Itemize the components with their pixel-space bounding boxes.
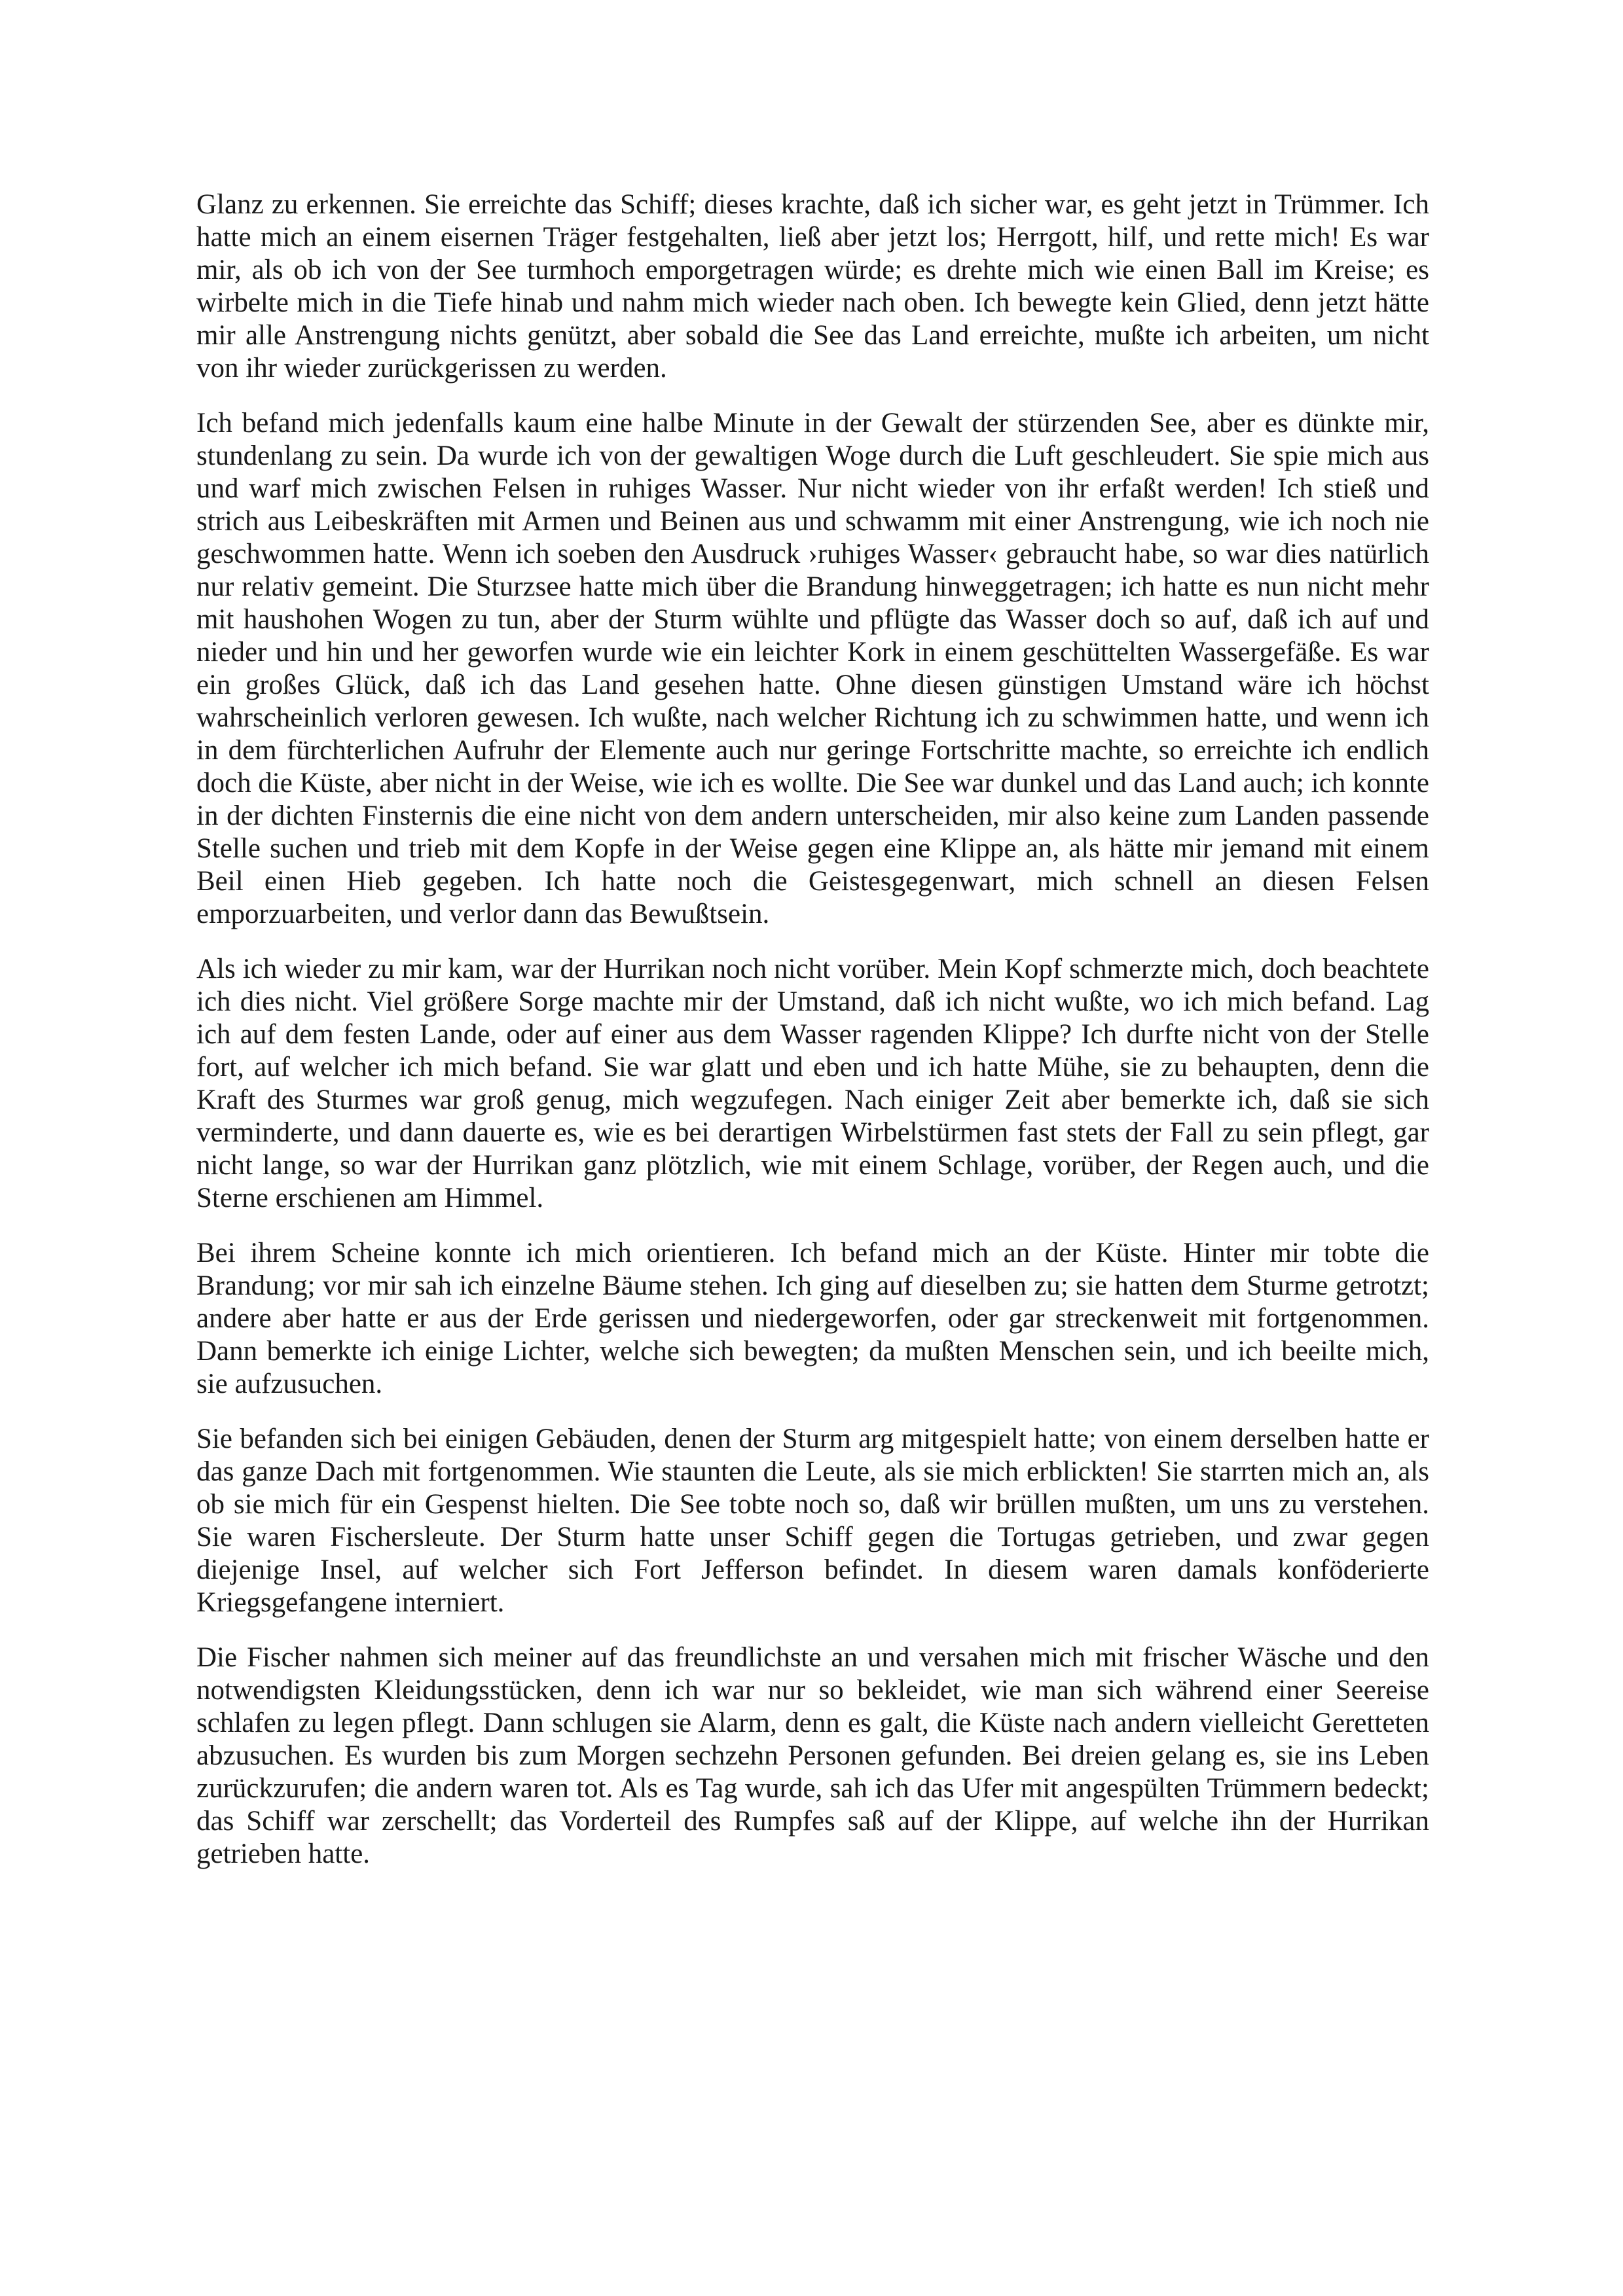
paragraph-5: Sie befanden sich bei einigen Gebäuden, denen der Sturm arg mitgespielt hatte; von einem derselben hatte er das ganze Dach mit fortgenommen. Wie staunten die Leute, als sie mich erblickten! Sie starrten mich an, als ob sie mich für ein Gespenst hielten. Die See tobte noch so, daß wir brüllen mußten, um uns zu verstehen. Sie waren Fischersleute. Der Sturm hatte unser Schiff gegen die Tortugas getrieben, und zwar gegen diejenige Insel, auf welcher sich Fort Jefferson befindet. In diesem waren damals konföderierte Kriegsgefangene interniert. <box>196 1424 1429 1618</box>
paragraph-1: Glanz zu erkennen. Sie erreichte das Schiff; dieses krachte, daß ich sicher war, es geht jetzt in Trümmer. Ich hatte mich an einem eisernen Träger festgehalten, ließ aber jetzt los; Herrgott, hilf, und rette mich! Es war mir, als ob ich von der See turmhoch emporgetragen würde; es drehte mich wie einen Ball im Kreise; es wirbelte mich in die Tiefe hinab und nahm mich wieder nach oben. Ich bewegte kein Glied, denn jetzt hätte mir alle Anstrengung nichts genützt, aber sobald die See das Land erreichte, mußte ich arbeiten, um nicht von ihr wieder zurückgerissen zu werden. <box>196 189 1429 384</box>
paragraph-3: Als ich wieder zu mir kam, war der Hurrikan noch nicht vorüber. Mein Kopf schmerzte mich, doch beachtete ich dies nicht. Viel größere Sorge machte mir der Umstand, daß ich nicht wußte, wo ich mich befand. Lag ich auf dem festen Lande, oder auf einer aus dem Wasser ragenden Klippe? Ich durfte nicht von der Stelle fort, auf welcher ich mich befand. Sie war glatt und eben und ich hatte Mühe, sie zu behaupten, denn die Kraft des Sturmes war groß genug, mich wegzufegen. Nach einiger Zeit aber bemerkte ich, daß sie sich verminderte, und dann dauerte es, wie es bei derartigen Wirbelstürmen fast stets der Fall zu sein pflegt, gar nicht lange, so war der Hurrikan ganz plötzlich, wie mit einem Schlage, vorüber, der Regen auch, und die Sterne erschienen am Himmel. <box>196 954 1429 1213</box>
paragraph-2: Ich befand mich jedenfalls kaum eine halbe Minute in der Gewalt der stürzenden See, aber es dünkte mir, stundenlang zu sein. Da wurde ich von der gewaltigen Woge durch die Luft geschleudert. Sie spie mich aus und warf mich zwischen Felsen in ruhiges Wasser. Nur nicht wieder von ihr erfaßt werden! Ich stieß und strich aus Leibeskräften mit Armen und Beinen aus und schwamm mit einer Anstrengung, wie ich noch nie geschwommen hatte. Wenn ich soeben den Ausdruck ›ruhiges Wasser‹ gebraucht habe, so war dies natürlich nur relativ gemeint. Die Sturzsee hatte mich über die Brandung hinweggetragen; ich hatte es nun nicht mehr mit haushohen Wogen zu tun, aber der Sturm wühlte und pflügte das Wasser doch so auf, daß ich auf und nieder und hin und her geworfen wurde wie ein leichter Kork in einem geschüttelten Wassergefäße. Es war ein großes Glück, daß ich das Land gesehen hatte. Ohne diesen günstigen Umstand wäre ich höchst wahrscheinlich verloren gewesen. Ich wußte, nach welcher Richtung ich zu schwimmen hatte, und wenn ich in dem fürchterlichen Aufruhr der Elemente auch nur geringe Fortschritte machte, so erreichte ich endlich doch die Küste, aber nicht in der Weise, wie ich es wollte. Die See war dunkel und das Land auch; ich konnte in der dichten Finsternis die eine nicht von dem andern unterscheiden, mir also keine zum Landen passende Stelle suchen und trieb mit dem Kopfe in der Weise gegen eine Klippe an, als hätte mir jemand mit einem Beil einen Hieb gegeben. Ich hatte noch die Geistesgegenwart, mich schnell an diesen Felsen emporzuarbeiten, und verlor dann das Bewußtsein. <box>196 408 1429 929</box>
paragraph-4: Bei ihrem Scheine konnte ich mich orientieren. Ich befand mich an der Küste. Hinter mir tobte die Brandung; vor mir sah ich einzelne Bäume stehen. Ich ging auf dieselben zu; sie hatten dem Sturme getrotzt; andere aber hatte er aus der Erde gerissen und niedergeworfen, oder gar streckenweit mit fortgenommen. Dann bemerkte ich einige Lichter, welche sich bewegten; da mußten Menschen sein, und ich beeilte mich, sie aufzusuchen. <box>196 1238 1429 1399</box>
paragraph-6: Die Fischer nahmen sich meiner auf das freundlichste an und versahen mich mit frischer Wäsche und den notwendigsten Kleidungsstücken, denn ich war nur so bekleidet, wie man sich während einer Seereise schlafen zu legen pflegt. Dann schlugen sie Alarm, denn es galt, die Küste nach andern vielleicht Geretteten abzusuchen. Es wurden bis zum Morgen sechzehn Personen gefunden. Bei dreien gelang es, sie ins Leben zurückzurufen; die andern waren tot. Als es Tag wurde, sah ich das Ufer mit angespülten Trümmern bedeckt; das Schiff war zerschellt; das Vorderteil des Rumpfes saß auf der Klippe, auf welche ihn der Hurrikan getrieben hatte. <box>196 1642 1429 1869</box>
document-page <box>196 188 1429 1893</box>
